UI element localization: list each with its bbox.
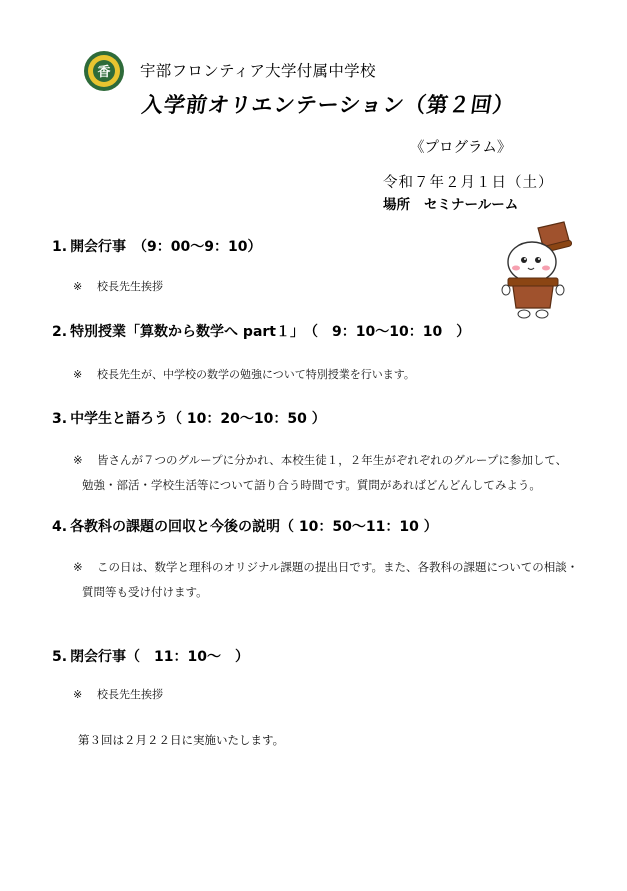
section-2-heading <box>52 321 470 341</box>
section-1-heading <box>52 236 262 256</box>
venue-name: セミナールーム <box>424 197 519 213</box>
section-2-note <box>73 362 415 387</box>
section-3-note <box>73 448 567 498</box>
section-4-note <box>73 555 578 605</box>
section-4-heading <box>52 516 438 536</box>
next-session-note: 第３回は２月２２日に実施いたします。 <box>78 733 285 747</box>
section-number: 5. <box>52 649 68 665</box>
note-line: 校長先生が、中学校の数学の勉強について特別授業を行います。 <box>97 368 415 381</box>
event-date: 令和７年２月１日（土） <box>383 175 554 191</box>
venue-line <box>383 193 518 213</box>
program-label: 《プログラム》 <box>410 140 512 156</box>
note-mark: ※ <box>73 560 83 574</box>
section-title: 各教科の課題の回収と今後の説明（ 10：50〜11：10 ） <box>70 519 438 535</box>
note-line: この日は、数学と理科のオリジナル課題の提出日です。また、各教科の課題についての相談・ <box>97 560 579 574</box>
section-number: 4. <box>52 519 68 535</box>
note-line: 皆さんが７つのグループに分かれ、本校生徒１，２年生がぞれぞれのグループに参加して、 <box>97 453 568 467</box>
note-line: 勉強・部活・学校生活等について語り合う時間です。質問があればどんどんしてみよう。 <box>82 478 541 492</box>
section-number: 1. <box>52 239 68 255</box>
document-title: 入学前オリエンテーション（第２回） <box>140 93 517 117</box>
seal-glyph: 香 <box>97 65 111 80</box>
note-mark: ※ <box>73 688 83 701</box>
section-number: 2. <box>52 324 68 340</box>
mascot-illustration <box>498 218 578 324</box>
section-5-heading <box>52 646 249 666</box>
school-name: 宇部フロンティア大学付属中学校 <box>140 62 376 80</box>
section-5-note <box>73 682 163 707</box>
section-number: 3. <box>52 411 68 427</box>
section-1-note <box>73 274 163 299</box>
note-line: 質問等も受け付けます。 <box>82 585 208 599</box>
note-line: 校長先生挨拶 <box>97 280 163 293</box>
note-line: 校長先生挨拶 <box>97 688 163 701</box>
note-mark: ※ <box>73 280 83 293</box>
section-title: 中学生と語ろう（ 10：20〜10：50 ） <box>70 411 326 427</box>
note-mark: ※ <box>73 453 83 467</box>
venue-label: 場所 <box>383 197 410 213</box>
section-title: 特別授業「算数から数学へ part１」 （ 9：10〜10：10 ） <box>70 324 471 340</box>
school-seal-logo <box>83 50 125 92</box>
section-title: 閉会行事（ 11：10〜 ） <box>70 649 250 665</box>
section-3-heading <box>52 408 326 428</box>
section-title: 開会行事 （9：00〜9：10） <box>70 239 262 255</box>
note-mark: ※ <box>73 368 83 381</box>
